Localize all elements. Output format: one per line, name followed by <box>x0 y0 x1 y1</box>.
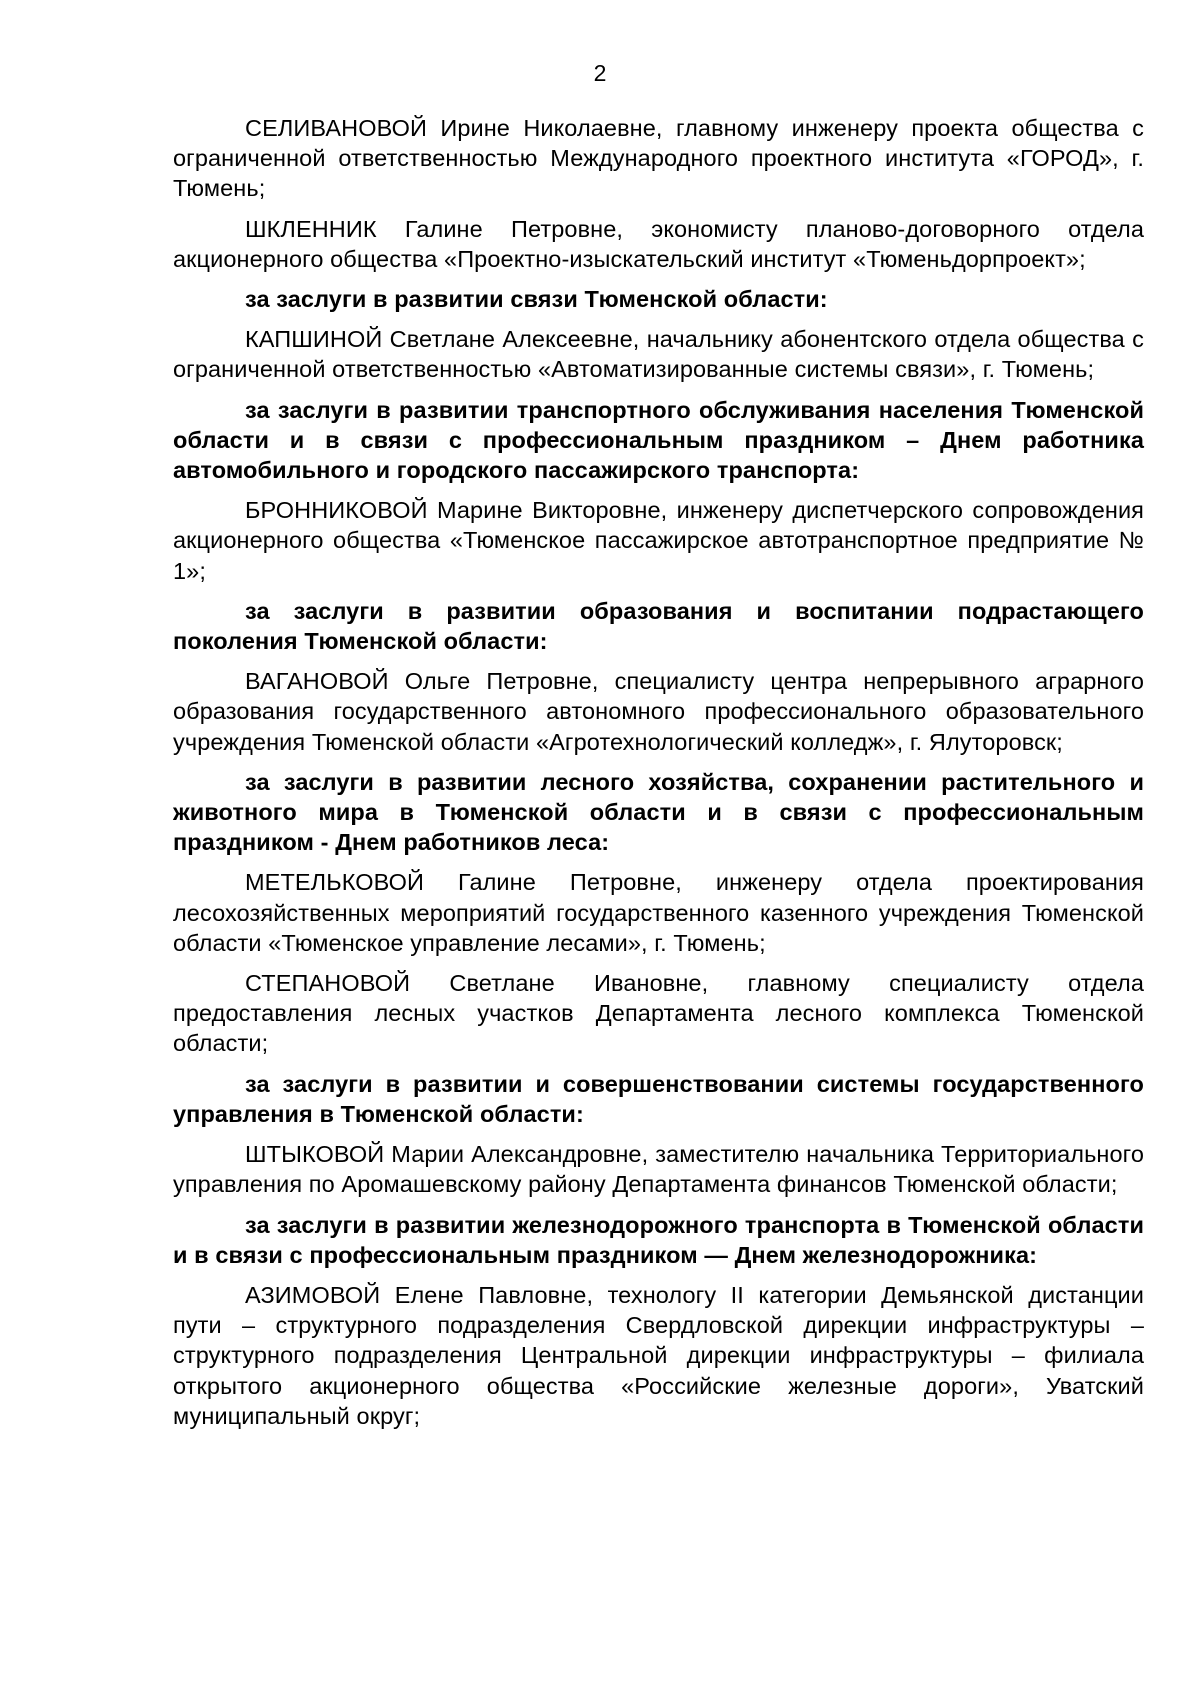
document-body <box>173 113 1144 1441</box>
award-entry: ШТЫКОВОЙ Марии Александровне, заместителю начальника Территориального управления по Аромашевскому району Департамента финансов Тюменской области; <box>173 1141 1144 1198</box>
award-entry: БРОННИКОВОЙ Марине Викторовне, инженеру диспетчерского сопровождения акционерного общества «Тюменское пассажирское автотранспортное предприятие № 1»; <box>173 497 1144 584</box>
award-entry: СТЕПАНОВОЙ Светлане Ивановне, главному специалисту отдела предоставления лесных участков Департамента лесного комплекса Тюменской области; <box>173 970 1144 1057</box>
award-entry: КАПШИНОЙ Светлане Алексеевне, начальнику абонентского отдела общества с ограниченной ответственностью «Автоматизированные системы связи», г. Тюмень; <box>173 326 1144 383</box>
page-number: 2 <box>593 60 607 86</box>
award-category-heading: за заслуги в развитии железнодорожного транспорта в Тюменской области и в связи с профессиональным праздником — Днем железнодорожника: <box>173 1211 1144 1268</box>
award-entry: ШКЛЕННИК Галине Петровне, экономисту планово-договорного отдела акционерного общества «Проектно-изыскательский институт «Тюменьдорпроект»; <box>173 215 1144 272</box>
award-entry: АЗИМОВОЙ Елене Павловне, технологу II категории Демьянской дистанции пути – структурного подразделения Свердловской дирекции инфраструктуры – структурного подразделения Центральной дирекции инфраструктуры – филиала открытого акционерного общества «Российские железные дороги», Уватский муниципальный округ; <box>173 1281 1144 1429</box>
award-category-heading: за заслуги в развитии и совершенствовании системы государственного управления в Тюменской области: <box>173 1070 1144 1127</box>
award-entry: СЕЛИВАНОВОЙ Ирине Николаевне, главному инженеру проекта общества с ограниченной ответственностью Международного проектного института «ГОРОД», г. Тюмень; <box>173 115 1144 202</box>
award-category-heading: за заслуги в развитии лесного хозяйства, сохранении растительного и животного мира в Тюменской области и в связи с профессиональным праздником - Днем работников леса: <box>173 768 1144 856</box>
award-entry: МЕТЕЛЬКОВОЙ Галине Петровне, инженеру отдела проектирования лесохозяйственных мероприятий государственного казенного учреждения Тюменской области «Тюменское управление лесами», г. Тюмень; <box>173 869 1144 956</box>
award-category-heading: за заслуги в развитии образования и воспитании подрастающего поколения Тюменской области: <box>173 597 1144 655</box>
award-category-heading: за заслуги в развитии связи Тюменской области: <box>245 286 828 313</box>
award-category-heading: за заслуги в развитии транспортного обслуживания населения Тюменской области и в связи с профессиональным праздником – Днем работника автомобильного и городского пассажирского транспорта: <box>173 396 1144 484</box>
award-entry: ВАГАНОВОЙ Ольге Петровне, специалисту центра непрерывного аграрного образования государственного автономного профессионального образовательного учреждения Тюменской области «Агротехнологический колледж», г. Ялуторовск; <box>173 668 1144 755</box>
